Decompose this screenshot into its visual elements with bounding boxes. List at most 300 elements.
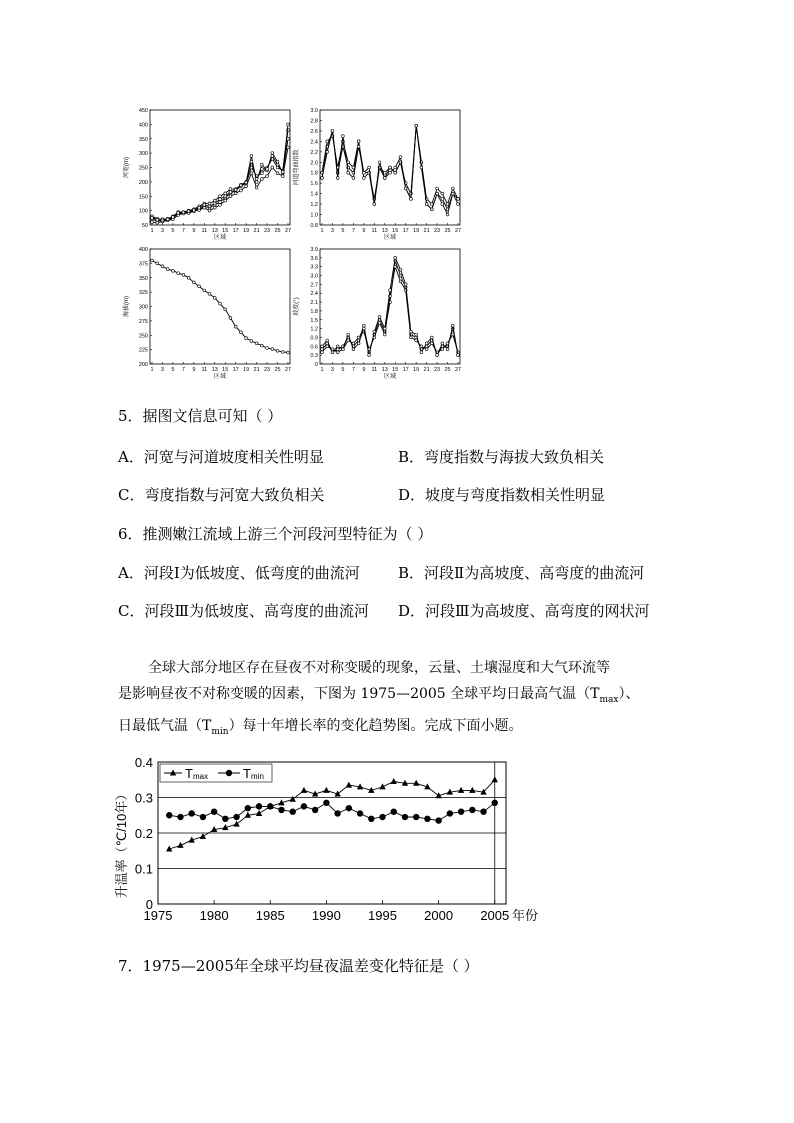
y-tick-label: 275	[138, 318, 148, 325]
q6-option-d[interactable]: D．河段Ⅲ为高坡度、高弯度的网状河	[398, 602, 650, 620]
tmin-point	[469, 807, 475, 813]
y-tick-label: 225	[138, 347, 148, 354]
y-axis-label: 坡度(°)	[294, 297, 300, 316]
data-point	[182, 211, 185, 214]
data-point	[224, 199, 227, 202]
data-point	[198, 206, 201, 209]
data-point	[451, 324, 454, 327]
data-point	[436, 192, 439, 195]
data-point	[342, 135, 345, 138]
y-tick-label: 1.6	[310, 181, 318, 188]
tmin-point	[368, 816, 374, 822]
data-point	[399, 156, 402, 159]
tmin-line	[169, 803, 495, 821]
x-tick-label: 17	[402, 228, 409, 234]
data-point	[336, 348, 339, 351]
data-point	[352, 342, 355, 345]
x-axis-label: 年份	[512, 908, 539, 923]
x-tick-label: 15	[392, 367, 399, 373]
x-axis-label: 区域	[383, 235, 397, 241]
data-point	[425, 348, 428, 351]
q6-option-c[interactable]: C．河段Ⅲ为低坡度、高弯度的曲流河	[118, 602, 369, 620]
panel-top-right	[292, 108, 461, 241]
data-point	[271, 155, 274, 158]
data-point	[229, 188, 232, 191]
x-tick-label: 13	[211, 228, 218, 234]
data-point	[326, 339, 329, 342]
q5-option-c[interactable]: C．弯度指数与河宽大致负相关	[118, 486, 325, 504]
data-point	[399, 274, 402, 277]
y-axis-label: 升温率（℃/10年）	[114, 787, 129, 899]
x-tick-label: 27	[454, 367, 462, 373]
tmax-point	[256, 810, 262, 816]
data-point	[415, 124, 418, 127]
data-point	[177, 272, 180, 275]
y-tick-label: 300	[138, 304, 148, 311]
data-point	[250, 172, 253, 175]
data-point	[336, 345, 339, 348]
legend-tmin-label: T	[243, 766, 251, 781]
panel-frame	[320, 249, 460, 364]
x-tick-label: 7	[181, 228, 185, 234]
data-point	[156, 262, 159, 265]
data-point	[213, 199, 216, 202]
x-tick-label: 15	[222, 367, 229, 373]
data-point	[378, 315, 381, 318]
data-point	[260, 168, 263, 171]
legend-tmin-sub: min	[251, 772, 264, 781]
tmin-point	[267, 803, 273, 809]
data-point	[250, 160, 253, 163]
data-point	[362, 327, 365, 330]
data-point	[321, 345, 324, 348]
data-point	[436, 187, 439, 190]
x-tick-label: 1975	[143, 908, 173, 923]
y-tick-label: 2.1	[310, 300, 318, 307]
tmin-point	[278, 807, 284, 813]
series-line	[152, 147, 288, 222]
y-tick-label: 0.9	[310, 335, 318, 342]
data-point	[394, 166, 397, 169]
data-point	[441, 342, 444, 345]
q5-option-a[interactable]: A．河宽与河道坡度相关性明显	[118, 448, 324, 466]
x-tick-label: 5	[341, 228, 345, 234]
data-point	[362, 171, 365, 174]
y-tick-label: 100	[138, 208, 148, 215]
data-point	[250, 155, 253, 158]
passage-line-2-end: ）、	[618, 686, 640, 702]
data-point	[352, 166, 355, 169]
data-point	[457, 354, 460, 357]
data-point	[394, 171, 397, 174]
data-point	[415, 339, 418, 342]
tmin-point	[245, 805, 251, 811]
data-point	[208, 292, 211, 295]
y-tick-label: 3.3	[310, 264, 318, 271]
y-tick-label: 150	[138, 194, 148, 201]
data-point	[415, 333, 418, 336]
data-point	[287, 146, 290, 149]
tmin-point	[177, 814, 183, 820]
passage-line-1: 全球大部分地区存在昼夜不对称变暖的现象，云量、土壤湿度和大气环流等	[148, 660, 610, 676]
x-tick-label: 3	[330, 228, 334, 234]
y-tick-label: 3.9	[310, 247, 318, 253]
x-tick-label: 25	[274, 367, 281, 373]
data-point	[389, 171, 392, 174]
data-point	[219, 195, 222, 198]
data-point	[255, 342, 258, 345]
y-tick-label: 1.2	[310, 326, 318, 333]
y-tick-label: 450	[138, 108, 148, 114]
x-tick-label: 19	[243, 228, 250, 234]
data-point	[404, 187, 407, 190]
x-tick-label: 25	[274, 228, 281, 234]
data-point	[451, 192, 454, 195]
panel-top-left	[122, 108, 291, 241]
legend-tmax-sub: max	[193, 772, 209, 781]
y-tick-label: 50	[141, 223, 148, 229]
data-point	[245, 185, 248, 188]
data-point	[271, 348, 274, 351]
x-tick-label: 13	[381, 228, 388, 234]
data-point	[326, 140, 329, 143]
panel-bottom-left	[122, 247, 291, 380]
tmin-point	[301, 803, 307, 809]
x-tick-label: 5	[341, 367, 345, 373]
data-point	[208, 205, 211, 208]
y-axis-label: 海拔(m)	[124, 296, 130, 317]
passage-line-3-end: ）每十年增长率的变化趋势图。完成下面小题。	[228, 717, 523, 734]
q7-stem: 7．1975—2005年全球平均昼夜温差变化特征是（ ）	[118, 957, 479, 975]
data-point	[287, 137, 290, 140]
data-point	[287, 351, 290, 354]
y-tick-label: 325	[138, 290, 148, 297]
data-point	[192, 281, 195, 284]
passage-line-2-text: 是影响昼夜不对称变暖的因素，下图为 1975—2005 全球平均日最高气温（T	[118, 686, 600, 702]
y-tick-label: 2.8	[310, 118, 318, 125]
x-tick-label: 1990	[311, 908, 341, 923]
x-tick-label: 15	[392, 228, 399, 234]
tmin-point	[424, 816, 430, 822]
x-tick-label: 11	[371, 367, 378, 373]
y-tick-label: 250	[138, 333, 148, 340]
x-tick-label: 23	[434, 367, 441, 373]
x-tick-label: 25	[444, 367, 451, 373]
data-point	[260, 344, 263, 347]
y-tick-label: 250	[138, 165, 148, 172]
data-point	[457, 203, 460, 206]
data-point	[276, 163, 279, 166]
data-point	[281, 175, 284, 178]
x-tick-label: 19	[243, 367, 250, 373]
y-tick-label: 350	[138, 275, 148, 282]
data-point	[250, 340, 253, 343]
y-tick-label: 2.4	[310, 291, 318, 298]
x-axis-label: 区域	[383, 374, 397, 380]
tmax-point	[458, 787, 464, 793]
data-point	[271, 166, 274, 169]
x-tick-label: 19	[413, 367, 420, 373]
data-point	[187, 210, 190, 213]
q5-option-b[interactable]: B．弯度指数与海拔大致负相关	[398, 448, 605, 466]
y-tick-label: 400	[138, 122, 148, 129]
data-point	[362, 177, 365, 180]
x-tick-label: 11	[371, 228, 378, 234]
x-tick-label: 3	[330, 367, 334, 373]
river-figure	[110, 102, 470, 384]
data-point	[331, 130, 334, 133]
tmin-point	[402, 814, 408, 820]
tmax-point	[379, 783, 385, 789]
x-tick-label: 1	[320, 228, 324, 234]
data-point	[342, 348, 345, 351]
y-tick-label: 375	[138, 261, 148, 268]
data-point	[187, 276, 190, 279]
tmax-point	[233, 821, 239, 827]
y-tick-label: 2.2	[310, 149, 318, 156]
data-point	[336, 177, 339, 180]
series-line	[152, 139, 288, 220]
data-point	[347, 171, 350, 174]
tmax-point	[323, 787, 329, 793]
data-point	[156, 218, 159, 221]
data-point	[373, 203, 376, 206]
series-line	[322, 126, 458, 215]
data-point	[203, 289, 206, 292]
y-tick-label: 1.8	[310, 308, 318, 315]
data-point	[203, 203, 206, 206]
x-tick-label: 25	[444, 228, 451, 234]
x-tick-label: 15	[222, 228, 229, 234]
data-point	[271, 152, 274, 155]
data-point	[260, 178, 263, 181]
y-axis-label: 河宽(m)	[124, 157, 130, 178]
tmin-point	[458, 809, 464, 815]
data-point	[172, 269, 175, 272]
y-axis-label: 河道弯曲指数	[294, 149, 300, 186]
q6-option-b[interactable]: B．河段Ⅱ为高坡度、高弯度的曲流河	[398, 564, 645, 582]
y-tick-label: 1.4	[310, 191, 318, 198]
x-tick-label: 17	[232, 228, 239, 234]
data-point	[378, 161, 381, 164]
tmax-point	[413, 780, 419, 786]
x-tick-label: 11	[201, 367, 208, 373]
data-point	[420, 166, 423, 169]
data-point	[219, 198, 222, 201]
tmin-point	[480, 809, 486, 815]
data-point	[399, 268, 402, 271]
data-point	[362, 324, 365, 327]
passage	[118, 655, 698, 745]
data-point	[234, 192, 237, 195]
x-tick-label: 3	[160, 367, 164, 373]
chart-legend	[160, 764, 272, 782]
tmin-point	[188, 810, 194, 816]
tmax-point	[200, 833, 206, 839]
panel-bottom-right	[292, 247, 461, 380]
q5-option-d[interactable]: D．坡度与弯度指数相关性明显	[398, 486, 606, 504]
data-point	[245, 337, 248, 340]
data-point	[389, 166, 392, 169]
data-point	[446, 203, 449, 206]
x-tick-label: 3	[160, 228, 164, 234]
data-point	[240, 331, 243, 334]
x-tick-label: 2000	[424, 908, 454, 923]
data-point	[394, 256, 397, 259]
x-tick-label: 23	[264, 367, 271, 373]
y-tick-label: 0.6	[310, 344, 318, 351]
data-point	[321, 351, 324, 354]
data-point	[420, 351, 423, 354]
data-point	[457, 197, 460, 200]
data-point	[336, 351, 339, 354]
tmin-point	[200, 814, 206, 820]
data-point	[373, 330, 376, 333]
panel-frame	[150, 110, 290, 225]
data-point	[430, 208, 433, 211]
data-point	[240, 189, 243, 192]
data-point	[287, 123, 290, 126]
x-tick-label: 23	[434, 228, 441, 234]
data-point	[446, 348, 449, 351]
x-axis-label: 区域	[213, 374, 227, 380]
tmin-point	[166, 812, 172, 818]
data-point	[331, 351, 334, 354]
x-tick-label: 9	[362, 228, 366, 234]
data-point	[357, 145, 360, 148]
data-point	[156, 221, 159, 224]
data-point	[182, 273, 185, 276]
data-point	[368, 354, 371, 357]
x-tick-label: 7	[351, 367, 355, 373]
y-tick-label: 0.8	[310, 223, 318, 229]
data-point	[219, 302, 222, 305]
y-tick-label: 350	[138, 136, 148, 143]
data-point	[224, 308, 227, 311]
data-point	[281, 170, 284, 173]
q6-option-a[interactable]: A．河段Ⅰ为低坡度、低弯度的曲流河	[118, 564, 360, 582]
y-tick-label: 2.6	[310, 128, 318, 135]
panel-frame	[150, 249, 290, 364]
tmin-point	[323, 800, 329, 806]
x-tick-label: 27	[284, 228, 292, 234]
data-point	[368, 166, 371, 169]
data-point	[357, 336, 360, 339]
data-point	[255, 180, 258, 183]
data-point	[266, 347, 269, 350]
data-point	[347, 339, 350, 342]
x-tick-label: 21	[423, 228, 430, 234]
data-point	[357, 342, 360, 345]
data-point	[229, 191, 232, 194]
tmin-point	[357, 810, 363, 816]
passage-tmax-sub: max	[599, 694, 619, 705]
y-tick-label: 0.4	[134, 755, 153, 770]
x-tick-label: 1995	[368, 908, 397, 923]
data-point	[255, 178, 258, 181]
data-point	[357, 140, 360, 143]
data-point	[151, 216, 154, 219]
x-tick-label: 27	[454, 228, 462, 234]
data-point	[281, 351, 284, 354]
data-point	[425, 203, 428, 206]
y-tick-label: 3.0	[310, 273, 318, 280]
data-point	[224, 195, 227, 198]
data-point	[389, 289, 392, 292]
y-tick-label: 1.8	[310, 170, 318, 177]
tmin-point	[346, 805, 352, 811]
x-tick-label: 7	[181, 367, 185, 373]
q6-stem: 6．推测嫩江流域上游三个河段河型特征为（ ）	[118, 525, 433, 543]
tmin-point	[222, 816, 228, 822]
y-tick-label: 2.4	[310, 139, 318, 146]
x-tick-label: 23	[264, 228, 271, 234]
x-tick-label: 21	[253, 367, 260, 373]
x-tick-label: 21	[423, 367, 430, 373]
data-point	[441, 197, 444, 200]
data-point	[151, 221, 154, 224]
data-point	[378, 321, 381, 324]
data-point	[177, 212, 180, 215]
data-point	[161, 265, 164, 268]
data-point	[399, 280, 402, 283]
tmax-point	[290, 796, 296, 802]
data-point	[260, 163, 263, 166]
y-tick-label: 400	[138, 247, 148, 253]
tmin-point	[379, 814, 385, 820]
data-point	[219, 201, 222, 204]
data-point	[224, 192, 227, 195]
tmin-point	[334, 810, 340, 816]
tmin-point	[391, 809, 397, 815]
y-tick-label: 0.3	[134, 790, 153, 806]
data-point	[410, 197, 413, 200]
tmax-point	[301, 787, 307, 793]
passage-line-2	[118, 681, 698, 713]
data-point	[172, 216, 175, 219]
tmin-point	[435, 817, 441, 823]
tmax-point	[469, 787, 475, 793]
data-point	[276, 172, 279, 175]
tmin-point	[312, 807, 318, 813]
tmin-point	[290, 809, 296, 815]
temperature-chart	[110, 748, 560, 930]
data-point	[410, 336, 413, 339]
y-tick-label: 3.6	[310, 255, 318, 262]
series-line	[322, 267, 458, 353]
data-point	[326, 345, 329, 348]
data-point	[166, 268, 169, 271]
tmax-point	[492, 776, 498, 782]
data-point	[198, 285, 201, 288]
series-line	[322, 261, 458, 355]
data-point	[321, 177, 324, 180]
data-point	[436, 354, 439, 357]
data-point	[352, 177, 355, 180]
data-point	[192, 209, 195, 212]
y-tick-label: 2.7	[310, 282, 318, 289]
y-tick-label: 1.5	[310, 317, 318, 324]
data-point	[383, 333, 386, 336]
legend-tmax-label: T	[185, 766, 193, 781]
tmin-point	[211, 809, 217, 815]
data-point	[161, 219, 164, 222]
data-point	[404, 283, 407, 286]
x-tick-label: 9	[362, 367, 366, 373]
data-point	[208, 209, 211, 212]
data-point	[213, 202, 216, 205]
data-point	[410, 330, 413, 333]
